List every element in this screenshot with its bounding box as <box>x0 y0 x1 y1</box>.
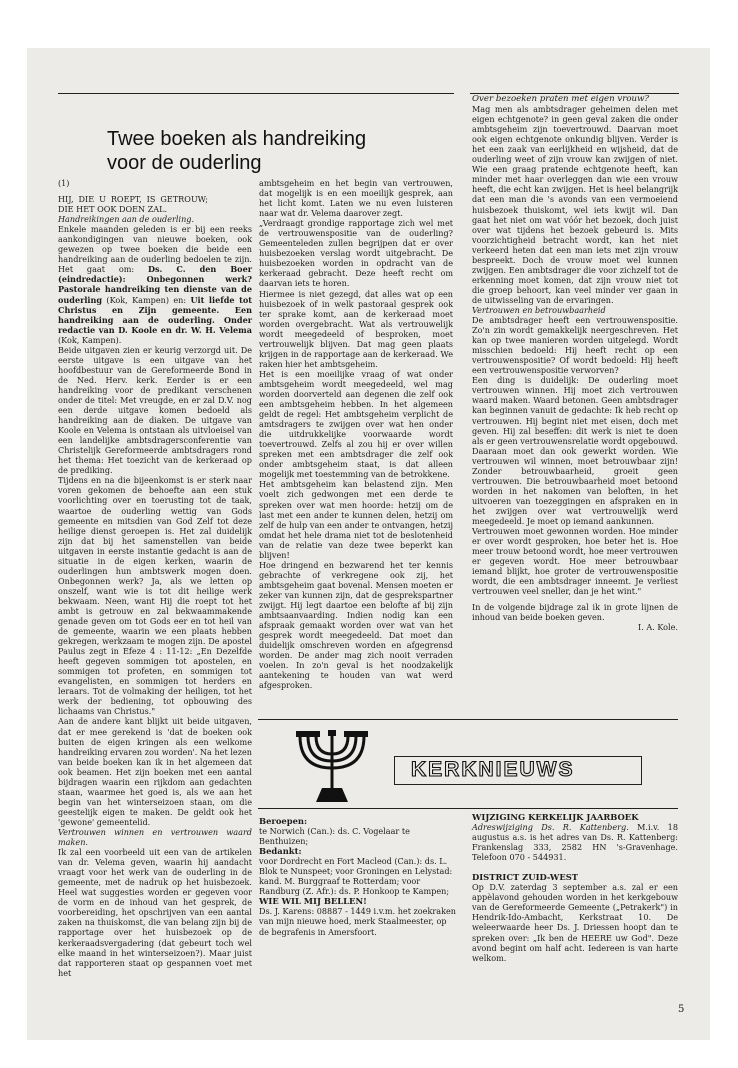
article-column-1 <box>58 178 252 978</box>
paragraph: Mag men als ambtsdrager geheimen delen met eigen echtgenote? in geen geval zaken die onder ambtsgeheim zijn toevertrouwd. Daarvan moet ook eigen echtgenote onkundig blijven. Verder is het een zaak van eerlijkheid en wijsheid, dat de ouderling weet of zijn vrouw kan zwijgen of niet. Wie een graag pratende echtgenote heeft, kan minder met haar overleggen dan wie een vrouw heeft, die echt kan zwijgen. Het is heel belangrijk dat een man die 's avonds van een vermoeiend huisbezoek thuiskomt, wel iets kwijt wil. Dan gaat het niet om wat vóór het bezoek, doch juist over wat tijdens het bezoek gebeurd is. Mits voorzichtigheid betracht wordt, kan het niet verkeerd heten dat een man iets met zijn vrouw bespreekt. Doch de vrouw moet wel kunnen zwijgen. Een ambtsdrager die voor zichzelf tot de erkenning moet komen, dat zijn vrouw niet tot die groep behoort, kan veel minder ver gaan in de uitwisseling van de ervaringen. <box>472 104 678 305</box>
paragraph: In de volgende bijdrage zal ik in grote lijnen de inhoud van beide boeken geven. <box>472 602 678 623</box>
subheading: Vertrouwen en betrouwbaarheid <box>472 304 606 315</box>
paragraph: Hiermee is niet gezegd, dat alles wat op een huisbezoek of in welk pastoraal gesprek ook ter sprake komt, aan de kerkeraad moet worden overgebracht. Wat als vertrouwelijk wordt meegedeeld of besproken, moet vertrouwelijk blijven. Dat mag geen plaats krijgen in de rapportage aan de kerkeraad. We raken hier het ambtsgeheim. <box>259 288 453 369</box>
news-heading: Bedankt: <box>259 846 302 857</box>
news-text: Ds. J. Karens: 08887 - 1449 i.v.m. het zoekraken van mijn nieuwe hoed, merk Staalmeester, op de begrafenis in Amersfoort. <box>259 906 456 937</box>
news-heading: DISTRICT ZUID-WEST <box>472 872 578 883</box>
news-column-right <box>472 812 678 963</box>
kerknieuws-banner <box>394 756 642 785</box>
news-text: te Norwich (Can.): ds. C. Vogelaar te Benthuizen; <box>259 826 410 847</box>
news-rule-top <box>258 719 678 720</box>
paragraph: Hoe dringend en bezwarend het ter kennis gebrachte of verkregene ook zij, het ambtsgeheim gaat bovenal. Mensen moeten er zeker van kunnen zijn, dat de gesprekspartner zwijgt. Hij legt daartoe een belofte af bij zijn ambtsaanvaarding. Indien nodig kan een afspraak gemaakt worden over wat van het gesprek wordt meegedeeld. Dat moet dan duidelijk omschreven worden en afgegrensd worden. De ander mag zich nooit verraden voelen. In zo'n geval is het noodzakelijk aantekening te houden van wat werd afgesproken. <box>259 559 453 691</box>
banner-label: KERKNIEUWS <box>411 758 575 781</box>
news-heading: WIJZIGING KERKELIJK JAARBOEK <box>472 812 639 822</box>
menorah-icon <box>294 728 370 804</box>
subheading: Vertrouwen winnen en vertrouwen waard maken. <box>58 827 252 848</box>
news-heading: Beroepen: <box>259 816 308 826</box>
paragraph: De ambtsdrager heeft een vertrouwenspositie. Zo'n zin wordt gemakkelijk neergeschreven. Het kan op twee manieren worden uitgelegd. Wordt misschien bedoeld: Hij heeft recht op een vertrouwenspositie? Of wordt bedoeld: Hij heeft een vertrouwenspositie verworven? <box>472 315 678 376</box>
subheading: Handreikingen aan de ouderling. <box>58 214 195 225</box>
article-column-3 <box>472 94 678 632</box>
news-text: Adreswijziging Ds. R. Kattenberg. M.i.v. 18 augustus a.s. is het adres van Ds. R. Kattenberg: Frankenslag 333, 2582 HN 's-Gravenhage. Telefoon 070 - 544931. <box>472 822 678 863</box>
signature: I. A. Kole. <box>638 622 678 633</box>
paragraph: Beide uitgaven zien er keurig verzorgd uit. De eerste uitgave is een uitgave van het hoofdbestuur van de Gereformeerde Bond in de Ned. Herv. kerk. Eerder is er een handreiking voor de predikant verschenen onder de titel: Met vreugde, en er zal D.V. nog een derde uitgave komen bedoeld als handreiking aan de diaken. De uitgave van Koole en Velema is ontstaan als uitvloeisel van een landelijke ambtsdragersconferentie van Christelijk Gereformeerde ambtsdragers rond het thema: Het toezicht van de kerkeraad op de prediking. <box>58 344 252 476</box>
page-number: 5 <box>678 1004 685 1015</box>
subheading: Over bezoeken praten met eigen vrouw? <box>472 94 650 104</box>
motto: HIJ, DIE U ROEPT, IS GETROUW; DIE HET OOK DOEN ZAL. <box>58 194 208 215</box>
part-number: (1) <box>58 178 70 188</box>
news-column-left <box>259 816 459 937</box>
news-text: voor Dordrecht en Fort Macleod (Can.): ds. L. Blok te Nunspeet; voor Groningen en Lelystad: kand. M. Burggraaf te Rotterdam; voor Randburg (Z. Afr.): ds. P. Honkoop te Kampen; <box>259 856 453 897</box>
paragraph: Vertrouwen moet gewonnen worden. Hoe minder er over wordt gesproken, hoe beter het is. Hoe meer trouw betoond wordt, hoe meer vertrouwen er gegeven wordt. Hoe meer betrouwbaar iemand blijkt, hoe groter de vertrouwenspositie wordt, die een ambtsdrager inneemt. Je verliest vertrouwen veel sneller, dan je het wint." <box>472 526 678 597</box>
paragraph: Aan de andere kant blijkt uit beide uitgaven, dat er mee gerekend is 'dat de boeken ook buiten de eigen kringen als een welkome handreiking ervaren zou worden'. Na het lezen van beide boeken kan ik in het algemeen dat ook beamen. Het zijn boeken met een aantal bijdragen waarin een rijkdom aan gedachten staan, waarmee het goed is, als we aan het begin van het winterseizoen staan, om die geestelijk eigen te maken. De geldt ook het 'gewone' gemeentelid. <box>58 716 252 827</box>
news-rule-mid <box>258 808 678 809</box>
paragraph: ambtsgeheim en het begin van vertrouwen, dat mogelijk is en een moeilijk gesprek, aan het licht komt. Laten we nu even luisteren naar wat dr. Velema daarover zegt. <box>259 178 453 219</box>
paragraph: Het is een moeilijke vraag of wat onder ambtsgeheim wordt meegedeeld, wel mag worden doorverteld aan degenen die zelf ook een ambtsgeheim hebben. In het algemeen geldt de regel: Het ambtsgeheim verplicht de amtsdragers te zwijgen over wat hen onder die uitdrukkelijke voorwaarde wordt toevertrouwd. Zelfs al zou hij er over willen spreken met een ambtsdrager die zelf ook onder ambtsgeheim staat, is dat alleen mogelijk met toestemming van de betrokkene. <box>259 368 453 480</box>
paragraph: „Verdraagt grondige rapportage zich wel met de vertrouwenspositie van de ouderling? Gemeenteleden zullen begrijpen dat er over huisbezoeken verslag wordt uitgebracht. De huisbezoeken worden in opdracht van de kerkeraad gebracht. Deze heeft recht om daarvan iets te horen. <box>259 218 453 289</box>
article-title: Twee boeken als handreiking voor de ouderling <box>107 128 367 174</box>
paragraph: Het ambtsgeheim kan belastend zijn. Men voelt zich gedwongen met een derde te spreken over wat men hoorde: hetzij om de last met een ander te kunnen delen, hetzij om zelf de hulp van een ander te ontvangen, hetzij omdat het hele drama niet tot de beslotenheid van de relatie van deze twee beperkt kan blijven! <box>259 479 453 560</box>
paragraph: Een ding is duidelijk: De ouderling moet vertrouwen winnen. Hij moet zich vertrouwen waard maken. Waard betonen. Geen ambtsdrager kan beginnen vanuit de gedachte: Ik heb recht op vertrouwen. Hij begint niet met eisen, doch met geven. Hij zal beseffen: dit werk is niet te doen als er geen vertrouwensrelatie wordt opgebouwd. Daaraan moet dan ook gewerkt worden. Wie vertrouwen wil winnen, moet betrouwbaar zijn! Zonder betrouwbaarheid, groeit geen vertrouwen. Die betrouwbaarheid moet betoond worden in het nakomen van beloften, in het uitvoeren van toezeggingen en afspraken en in het zwijgen over wat vertrouwelijk werd meegedeeld. Je moet op iemand aankunnen. <box>472 375 678 526</box>
news-text: Op D.V. zaterdag 3 september a.s. zal er een appèlavond gehouden worden in het kerkgebouw van de Gereformeerde Gemeente („Petrakerk") in Hendrik-Ido-Ambacht, Kerkstraat 10. De weleerwaarde heer Ds. J. Driessen hoopt dan te spreken over: „Ik ben de HEERE uw God". Deze avond begint om half acht. Iedereen is van harte welkom. <box>472 882 678 963</box>
paragraph: Tijdens en na die bijeenkomst is er sterk naar voren gekomen de behoefte aan een stuk voorlichting over en toerusting tot de taak, waartoe de ouderling wettig van Gods gemeente en mitsdien van God Zelf tot deze heilige dienst geroepen is. Het zal duidelijk zijn dat bij het samenstellen van beide uitgaven in eerste instantie gedacht is aan de situatie in de eigen kerken, waarin de ouderlingen hun ambtswerk mogen doen. Onbegonnen werk? Ja, als we letten op onszelf, want wie is tot dit heilige werk bekwaam. Neen, want Hij die roept tot het ambt is getrouw en zal bekwaammakende genade geven om tot Gods eer en tot heil van de gemeente, waarin we een plaats hebben gekregen, werkzaam te mogen zijn. De apostel Paulus zegt in Efeze 4 : 11-12: „En Dezelfde heeft gegeven sommigen tot apostelen, en sommigen tot profeten, en sommigen tot evangelisten, en sommigen tot herders en leraars. Tot de volmaking der heiligen, tot het werk der bediening, tot opbouwing des lichaams van Christus." <box>58 475 252 717</box>
top-rule-left <box>58 93 454 94</box>
article-column-2 <box>259 178 453 690</box>
paragraph: Enkele maanden geleden is er bij een reeks aankondigingen van nieuwe boeken, ook gewezen op twee boeken die beide een handreiking aan de ouderling bedoelen te zijn. Het gaat om: Ds. C. den Boer (eindredactie): Onbegonnen werk? Pastorale handreiking ten dienste van de ouderling (Kok, Kampen) en: Uit liefde tot Christus en Zijn gemeente. Een handreiking aan de ouderling. Onder redactie van D. Koole en dr. W. H. Velema (Kok, Kampen). <box>58 224 252 345</box>
paragraph: Ik zal een voorbeeld uit een van de artikelen van dr. Velema geven, waarin hij aandacht vraagt voor het werk van de ouderling in de gemeente, met de nadruk op het huisbezoek. Heel wat suggesties worden er gegeven voor de vorm en de inhoud van het gesprek, de voorbereiding, het opschrijven van een aantal zaken na thuiskomst, die van belang zijn bij de rapportage over het huisbezoek op de kerkeraadsvergadering (dat gebeurt toch wel elke maand in het winterseizoen?). Maar juist dat rapporteren staat op gespannen voet met het <box>58 847 252 978</box>
news-heading: WIE WIL MIJ BELLEN! <box>259 896 367 907</box>
